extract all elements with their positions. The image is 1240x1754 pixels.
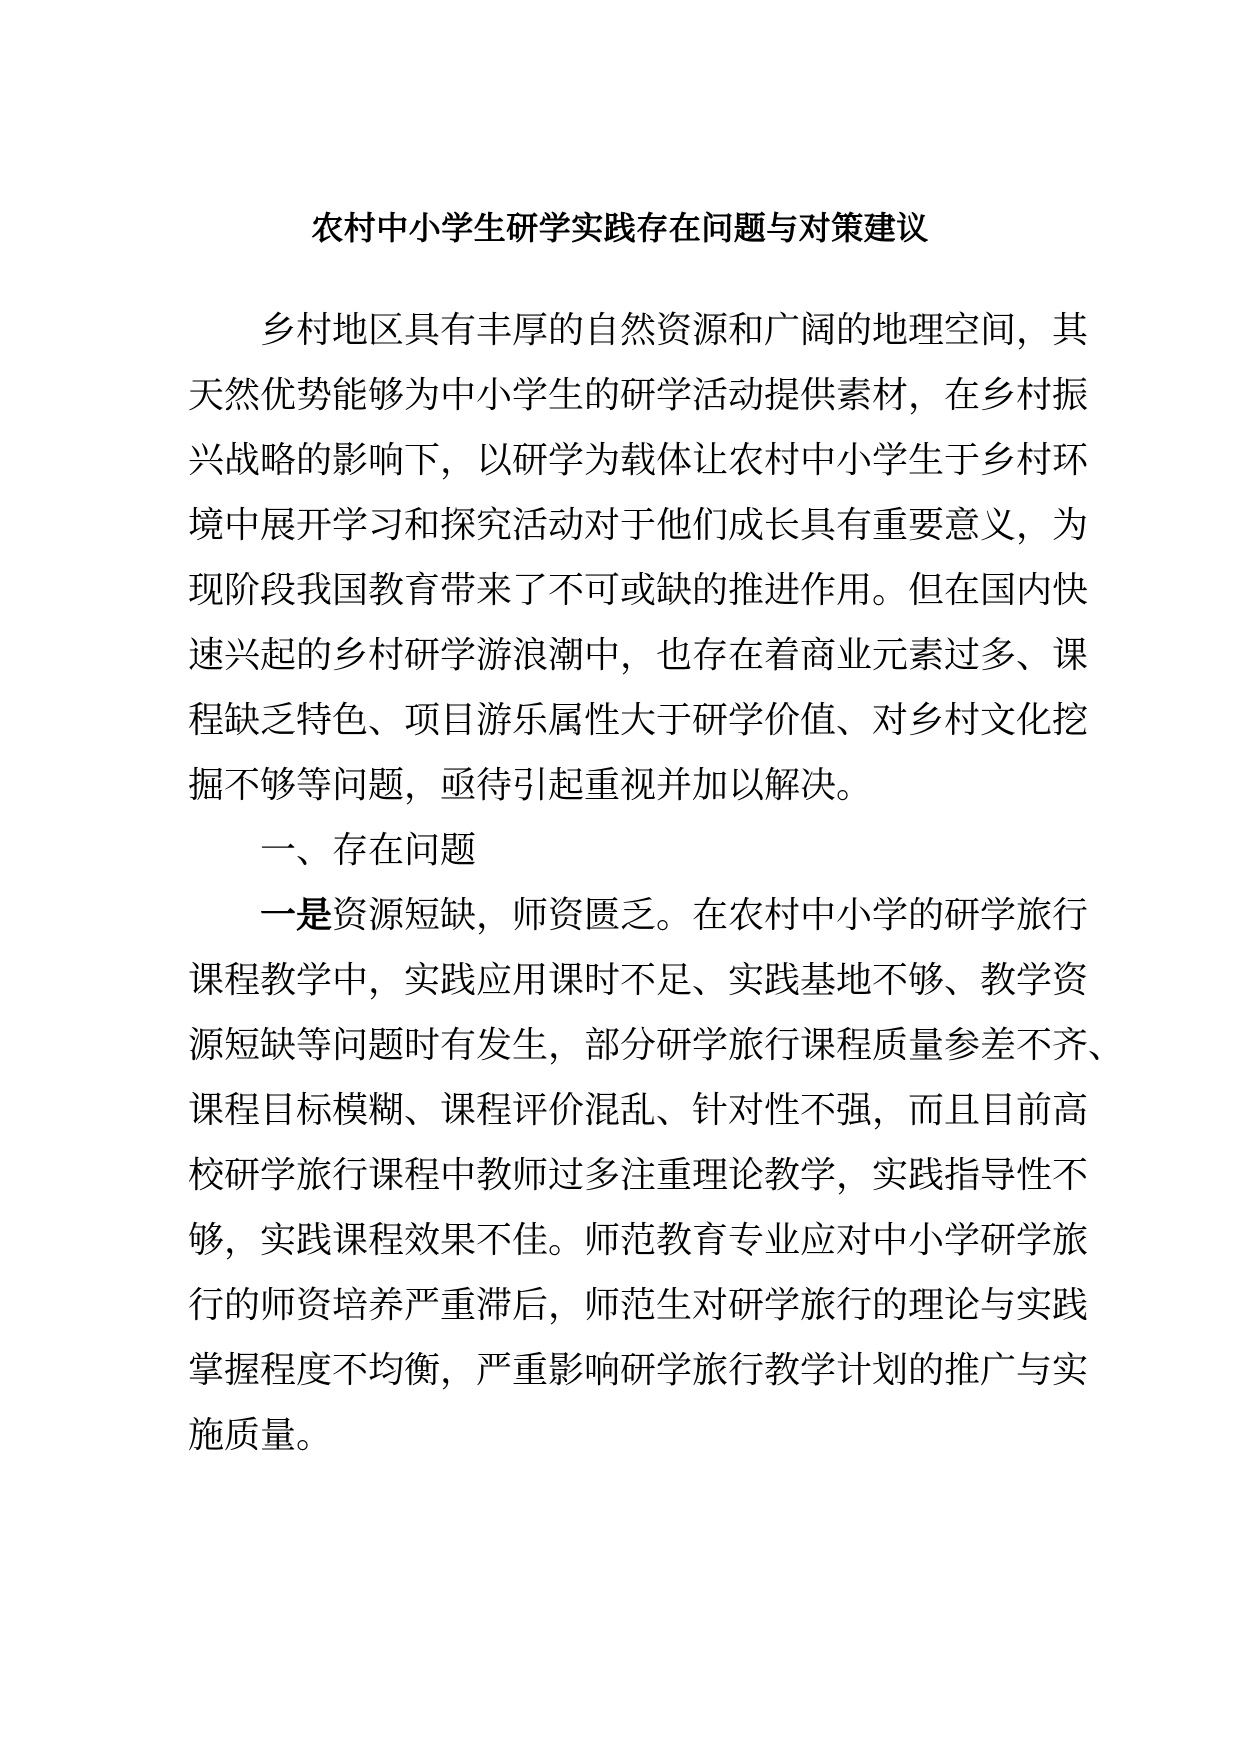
paragraph-1-line: 兴战略的影响下，以研学为载体让农村中小学生于乡村环 <box>188 440 1089 481</box>
paragraph-2-line: 够，实践课程效果不佳。师范教育专业应对中小学研学旅 <box>188 1220 1089 1261</box>
paragraph-2-line: 行的师资培养严重滞后，师范生对研学旅行的理论与实践 <box>188 1285 1089 1326</box>
paragraph-1-line: 现阶段我国教育带来了不可或缺的推进作用。但在国内快 <box>188 570 1089 611</box>
paragraph-2-lead: 一是 <box>260 895 333 936</box>
paragraph-1-line: 程缺乏特色、项目游乐属性大于研学价值、对乡村文化挖 <box>188 700 1089 741</box>
document-title: 农村中小学生研学实践存在问题与对策建议 <box>311 209 929 247</box>
section-heading: 一、存在问题 <box>260 830 477 871</box>
paragraph-2-first-rest: 资源短缺，师资匮乏。在农村中小学的研学旅行 <box>332 895 1089 936</box>
paragraph-2-line: 校研学旅行课程中教师过多注重理论教学，实践指导性不 <box>188 1155 1089 1196</box>
paragraph-1-line: 速兴起的乡村研学游浪潮中，也存在着商业元素过多、课 <box>188 635 1089 676</box>
document-body <box>188 298 1125 1468</box>
paragraph-2-line: 掌握程度不均衡，严重影响研学旅行教学计划的推广与实 <box>188 1350 1089 1391</box>
paragraph-2-first-line <box>188 883 1089 948</box>
paragraph-2-line: 课程目标模糊、课程评价混乱、针对性不强，而且目前高 <box>188 1090 1089 1131</box>
paragraph-2-line: 施质量。 <box>188 1415 333 1456</box>
paragraph-1-line: 境中展开学习和探究活动对于他们成长具有重要意义，为 <box>188 505 1089 546</box>
paragraph-1-line: 天然优势能够为中小学生的研学活动提供素材，在乡村振 <box>188 375 1089 416</box>
paragraph-1-line: 掘不够等问题，亟待引起重视并加以解决。 <box>188 765 873 806</box>
paragraph-2-line: 课程教学中，实践应用课时不足、实践基地不够、教学资 <box>188 960 1089 1001</box>
paragraph-2-line: 源短缺等问题时有发生，部分研学旅行课程质量参差不齐、 <box>188 1025 1125 1066</box>
paragraph-1-line: 乡村地区具有丰厚的自然资源和广阔的地理空间，其 <box>260 310 1089 351</box>
